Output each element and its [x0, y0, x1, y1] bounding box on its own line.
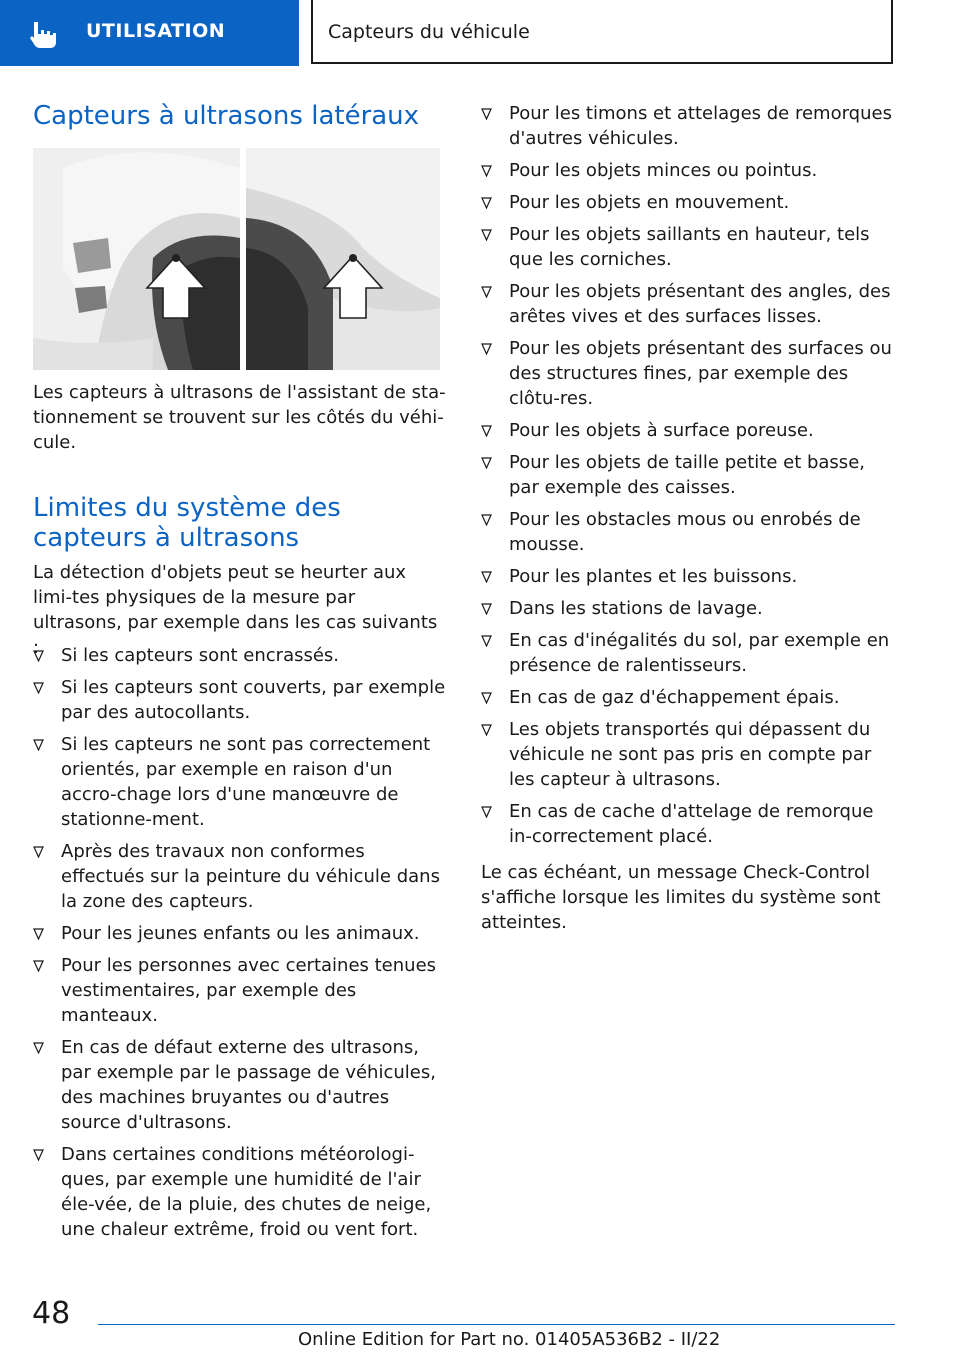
section-tab[interactable] [0, 0, 299, 66]
triangle-bullet-icon [481, 457, 492, 469]
list-item: En cas de gaz d'échappement épais. [481, 685, 895, 710]
list-item: En cas d'inégalités du sol, par exemple en présence de ralentisseurs. [481, 628, 895, 678]
hand-pointer-icon [28, 20, 62, 50]
sensor-location-figure [33, 148, 440, 370]
triangle-bullet-icon [33, 1042, 44, 1054]
edition-text[interactable]: Online Edition for Part no. 01405A536B2 - II/22 [298, 1329, 721, 1350]
triangle-bullet-icon [481, 108, 492, 120]
triangle-bullet-icon [33, 846, 44, 858]
list-item: Pour les timons et attelages de remorques d'autres véhicules. [481, 101, 895, 151]
triangle-bullet-icon [481, 806, 492, 818]
system-limits-intro: La détection d'objets peut se heurter aux limi-tes physiques de la mesure par ultrasons, par exemple dans les cas suivants : [33, 562, 438, 658]
list-item: Si les capteurs sont couverts, par exemple par des autocollants. [33, 675, 449, 725]
triangle-bullet-icon [481, 425, 492, 437]
list-item: Pour les personnes avec certaines tenues vestimentaires, par exemple des manteaux. [33, 953, 449, 1028]
list-item: Pour les plantes et les buissons. [481, 564, 895, 589]
section-title-system-limits: Limites du système des capteurs à ultrasons [33, 493, 341, 553]
list-item: Pour les objets en mouvement. [481, 190, 895, 215]
triangle-bullet-icon [481, 514, 492, 526]
triangle-bullet-icon [481, 286, 492, 298]
list-item: Si les capteurs sont encrassés. [33, 643, 449, 668]
limits-list-right [481, 101, 895, 856]
triangle-bullet-icon [481, 343, 492, 355]
triangle-bullet-icon [33, 682, 44, 694]
footer-divider [98, 1324, 895, 1325]
list-item: En cas de cache d'attelage de remorque in-correctement placé. [481, 799, 895, 849]
triangle-bullet-icon [481, 635, 492, 647]
triangle-bullet-icon [33, 739, 44, 751]
list-item: Pour les objets présentant des angles, des arêtes vives et des surfaces lisses. [481, 279, 895, 329]
list-item: Dans les stations de lavage. [481, 596, 895, 621]
section-label: UTILISATION [86, 20, 226, 42]
triangle-bullet-icon [481, 692, 492, 704]
chapter-tab[interactable] [311, 0, 893, 64]
limits-list-left [33, 643, 449, 1249]
car-side-sensor-illustration [33, 148, 440, 370]
triangle-bullet-icon [481, 197, 492, 209]
sensor-location-text: Les capteurs à ultrasons de l'assistant de sta-tionnement se trouvent sur les côtés du véhi-cule. [33, 382, 446, 453]
list-item: Pour les objets présentant des surfaces ou des structures fines, par exemple des clôtu-res. [481, 336, 895, 411]
list-item: Pour les objets minces ou pointus. [481, 158, 895, 183]
triangle-bullet-icon [33, 650, 44, 662]
list-item: Si les capteurs ne sont pas correctement orientés, par exemple en raison d'un accro-chage lors d'une manœuvre de stationne-ment. [33, 732, 449, 832]
triangle-bullet-icon [33, 1149, 44, 1161]
page-header [0, 0, 960, 66]
list-item: Pour les obstacles mous ou enrobés de mousse. [481, 507, 895, 557]
triangle-bullet-icon [33, 960, 44, 972]
list-item: Les objets transportés qui dépassent du véhicule ne sont pas pris en compte par les capteur à ultrasons. [481, 717, 895, 792]
list-item: Après des travaux non conformes effectués sur la peinture du véhicule dans la zone des capteurs. [33, 839, 449, 914]
list-item: Pour les objets à surface poreuse. [481, 418, 895, 443]
section-title-lateral-sensors: Capteurs à ultrasons latéraux [33, 101, 420, 131]
list-item: Pour les objets de taille petite et basse, par exemple des caisses. [481, 450, 895, 500]
triangle-bullet-icon [481, 603, 492, 615]
list-item: Pour les jeunes enfants ou les animaux. [33, 921, 449, 946]
triangle-bullet-icon [481, 165, 492, 177]
triangle-bullet-icon [481, 724, 492, 736]
list-item: Dans certaines conditions météorologi-ques, par exemple une humidité de l'air éle-vée, de la pluie, des chutes de neige, une chaleur extrême, froid ou vent fort. [33, 1142, 449, 1242]
list-item: Pour les objets saillants en hauteur, tels que les corniches. [481, 222, 895, 272]
triangle-bullet-icon [481, 229, 492, 241]
chapter-label: Capteurs du véhicule [328, 21, 530, 43]
edition-link[interactable] [298, 1329, 720, 1350]
triangle-bullet-icon [481, 571, 492, 583]
check-control-note: Le cas échéant, un message Check-Control s'affiche lorsque les limites du système sont atteintes. [481, 862, 881, 933]
triangle-bullet-icon [33, 928, 44, 940]
list-item: En cas de défaut externe des ultrasons, par exemple par le passage de véhicules, des machines bruyantes ou d'autres source d'ultrasons. [33, 1035, 449, 1135]
page-number: 48 [32, 1296, 71, 1331]
